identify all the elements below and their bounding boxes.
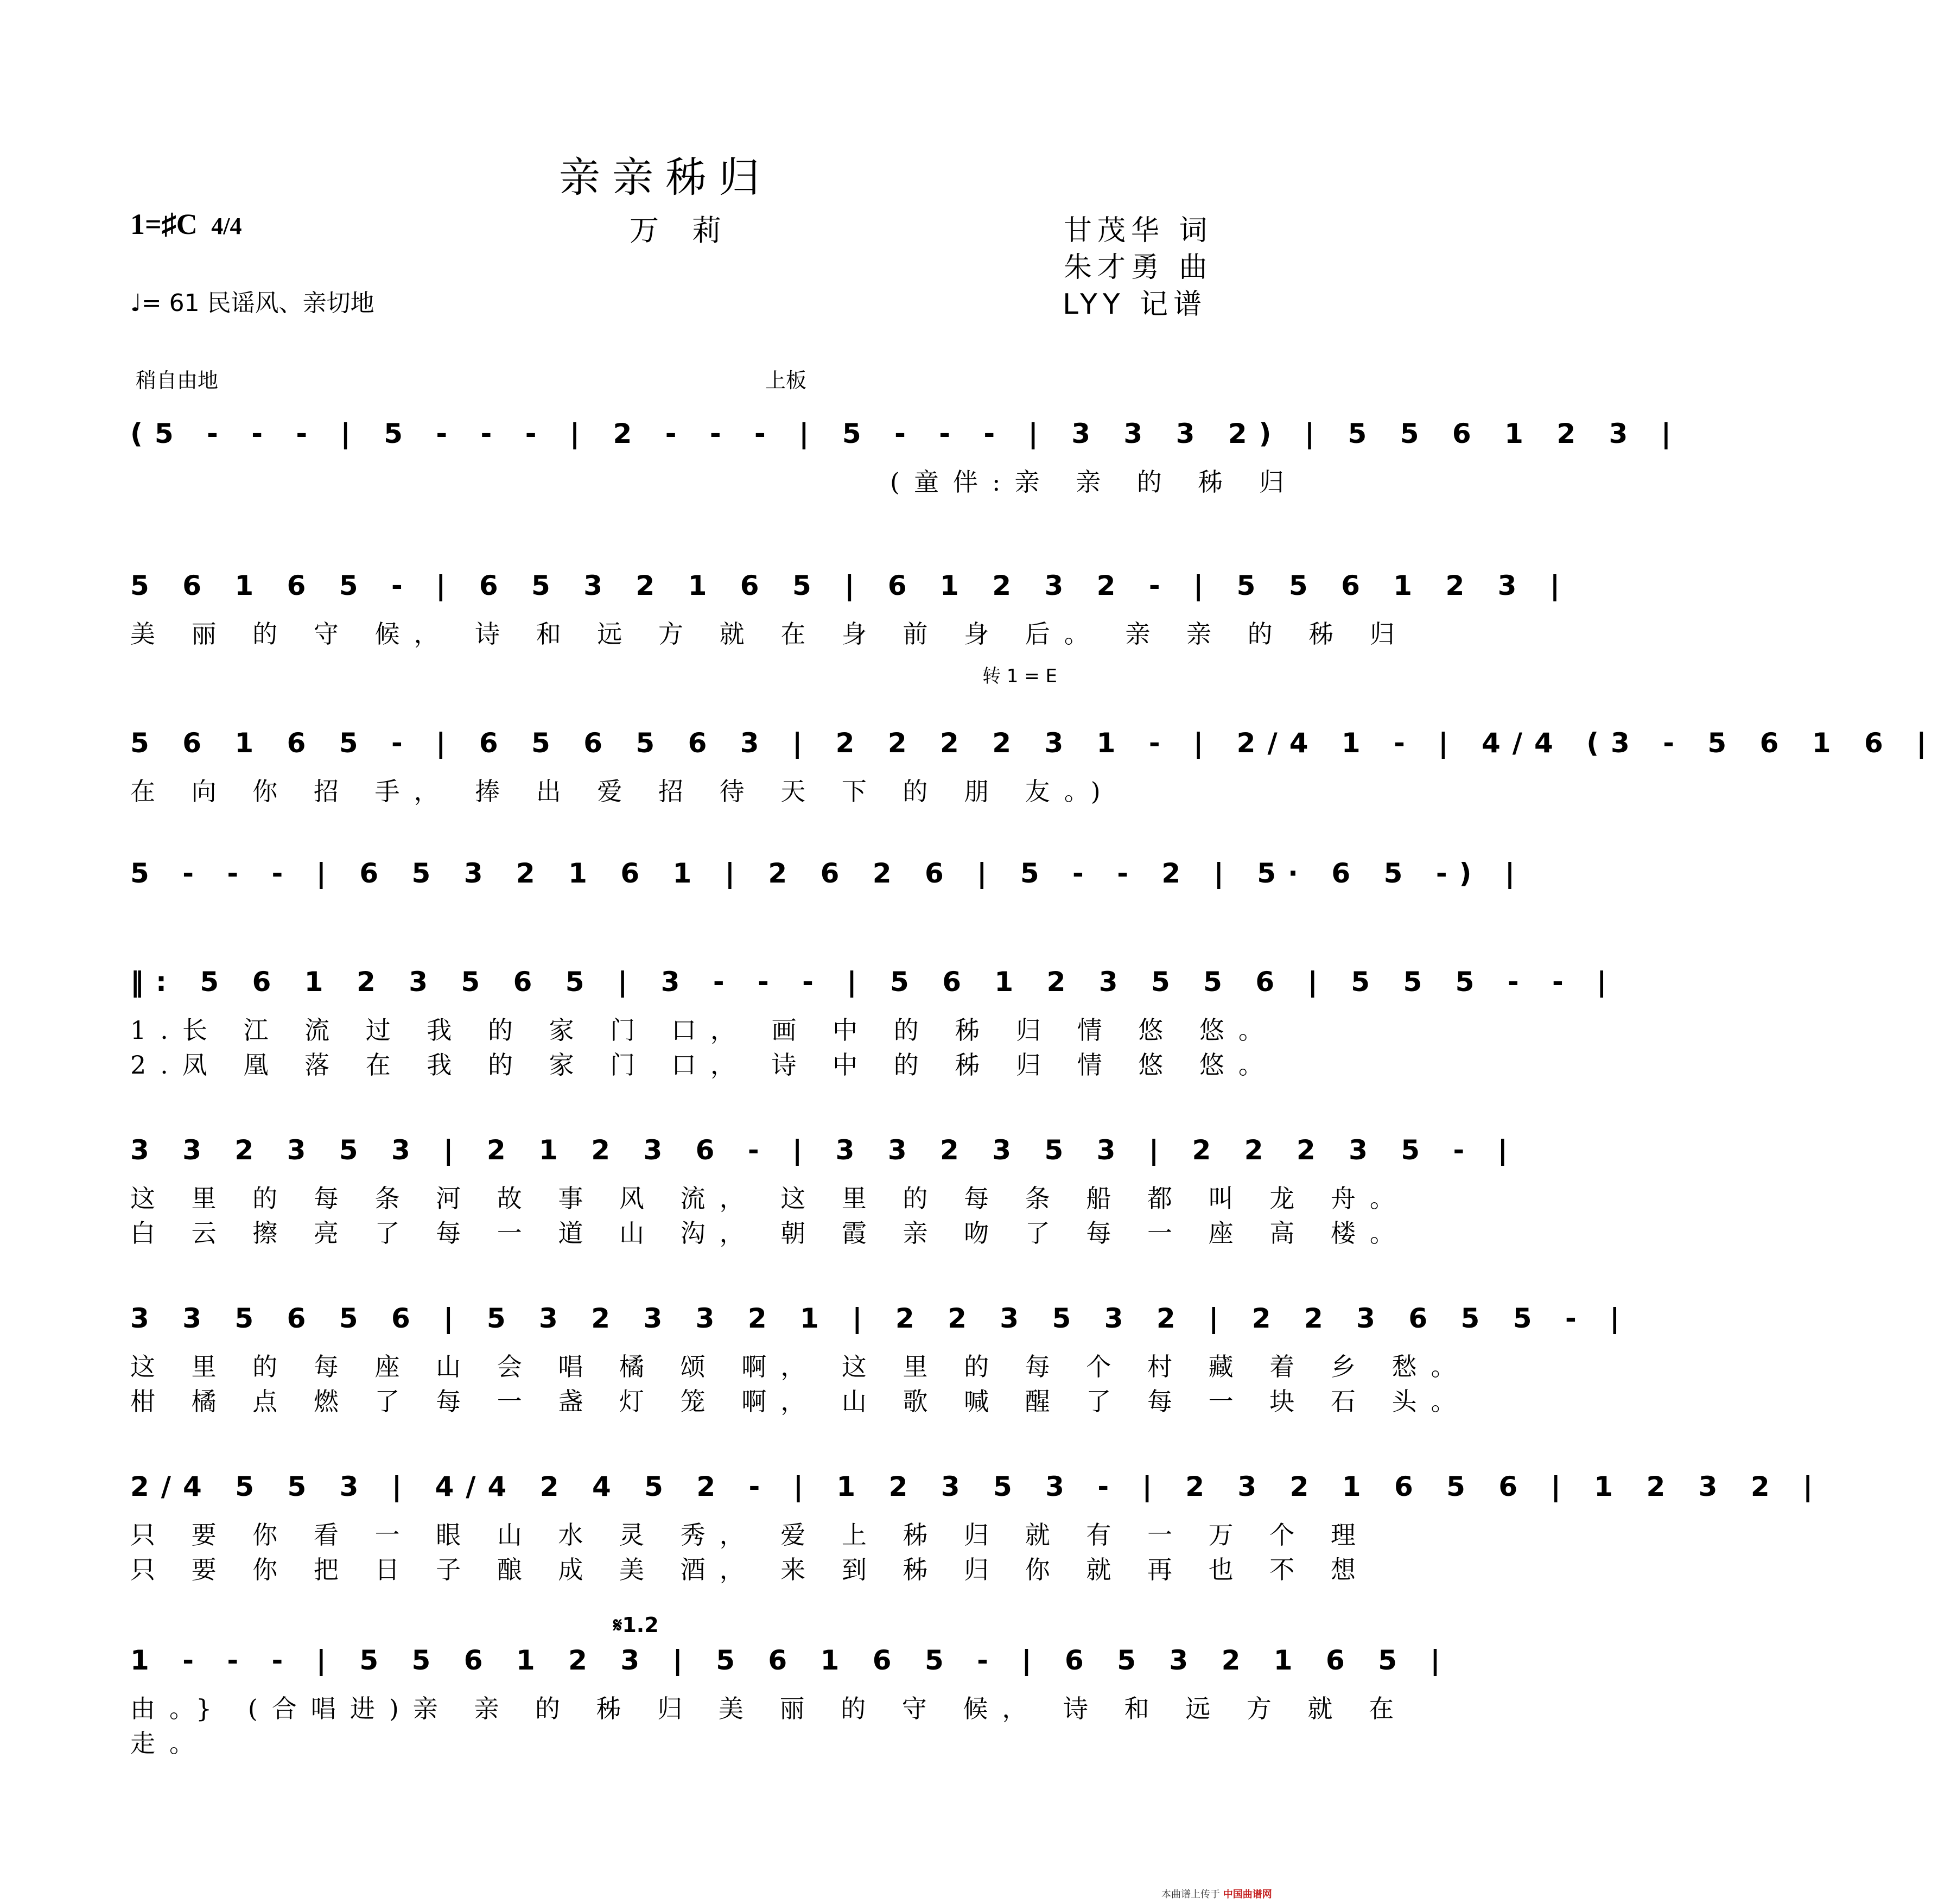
tempo-marking: ♩= 61 民谣风、亲切地 [130,289,374,317]
notation-row: ‖: 5 6 1 2 3 5 6 5 | 3 - - - | 5 6 1 2 3 5 5 6 | 5 5 5 - - | [130,966,1619,998]
lyric-line: 只 要 你 把 日 子 酿 成 美 酒， 来 到 秭 归 你 就 再 也 不 想 [130,1555,1370,1584]
lyric-line: 2.凤 凰 落 在 我 的 家 门 口， 诗 中 的 秭 归 情 悠 悠。 [130,1050,1278,1080]
footer [1161,1887,1272,1901]
notation-row: (5 - - - | 5 - - - | 2 - - - | 5 - - - | 3 3 3 2) | 5 5 6 1 2 3 | [130,418,1683,449]
time-signature: 4/4 [211,213,242,239]
transcriber-credit: LYY 记谱 [1063,288,1208,321]
lyric-line: 白 云 擦 亮 了 每 一 道 山 沟， 朝 霞 亲 吻 了 每 一 座 高 楼。 [130,1218,1409,1248]
lyricist-credit: 甘茂华 词 [1064,214,1213,247]
notation-row: 1 - - - | 5 5 6 1 2 3 | 5 6 1 6 5 - | 6 5 3 2 1 6 5 | [130,1645,1452,1676]
lyric-line: 这 里 的 每 条 河 故 事 风 流， 这 里 的 每 条 船 都 叫 龙 舟。 [130,1184,1409,1213]
lyric-line: 走。 [130,1729,208,1758]
composer-credit: 朱才勇 曲 [1064,251,1213,284]
lyric-line: 由。} (合唱进)亲 亲 的 秭 归 美 丽 的 守 候， 诗 和 远 方 就 在 [130,1694,1408,1723]
key-signature [130,207,242,241]
lyric-line: (童伴:亲 亲 的 秭 归 [890,467,1298,497]
notation-row: 5 6 1 6 5 - | 6 5 3 2 1 6 5 | 6 1 2 3 2 - | 5 5 6 1 2 3 | [130,570,1572,601]
singer-name: 万 莉 [630,213,734,247]
notation-row: 2/4 5 5 3 | 4/4 2 4 5 2 - | 1 2 3 5 3 - | 2 3 2 1 6 5 6 | 1 2 3 2 | [130,1471,1825,1502]
notation-row: 5 6 1 6 5 - | 6 5 6 5 6 3 | 2 2 2 2 3 1 - | 2/4 1 - | 4/4 (3 - 5 6 1 6 | [130,727,1938,759]
lyric-line: 这 里 的 每 座 山 会 唱 橘 颂 啊， 这 里 的 每 个 村 藏 着 乡 愁。 [130,1352,1470,1381]
free-tempo-marker: 稍自由地 [136,369,219,392]
song-title: 亲亲秭归 [559,153,772,201]
lyric-line: 1.长 江 流 过 我 的 家 门 口， 画 中 的 秭 归 情 悠 悠。 [130,1016,1278,1045]
lyric-line: 只 要 你 看 一 眼 山 水 灵 秀， 爱 上 秭 归 就 有 一 万 个 理 [130,1520,1370,1550]
lyric-line: 柑 橘 点 燃 了 每 一 盏 灯 笼 啊， 山 歌 喊 醒 了 每 一 块 石 头。 [130,1387,1470,1416]
on-beat-marker: 上板 [765,369,807,392]
site-logo: 中国曲谱网 [1223,1889,1272,1900]
modulation-marker: 转 1 = E [982,665,1058,687]
lyric-line: 在 向 你 招 手， 捧 出 爱 招 待 天 下 的 朋 友。) [130,777,1115,806]
lyric-line: 美 丽 的 守 候， 诗 和 远 方 就 在 身 前 身 后。 亲 亲 的 秭 归 [130,619,1409,649]
notation-row: 3 3 5 6 5 6 | 5 3 2 3 3 2 1 | 2 2 3 5 3 2 | 2 2 3 6 5 5 - | [130,1303,1632,1334]
notation-row: 5 - - - | 6 5 3 2 1 6 1 | 2 6 2 6 | 5 - - 2 | 5· 6 5 -) | [130,858,1527,889]
segno-marker: 𝄋1.2 [613,1613,659,1637]
footer-uploader: 本曲谱上传于 [1161,1889,1220,1900]
key-label: 1=♯C [130,208,198,240]
notation-row: 3 3 2 3 5 3 | 2 1 2 3 6 - | 3 3 2 3 5 3 | 2 2 2 3 5 - | [130,1134,1520,1166]
